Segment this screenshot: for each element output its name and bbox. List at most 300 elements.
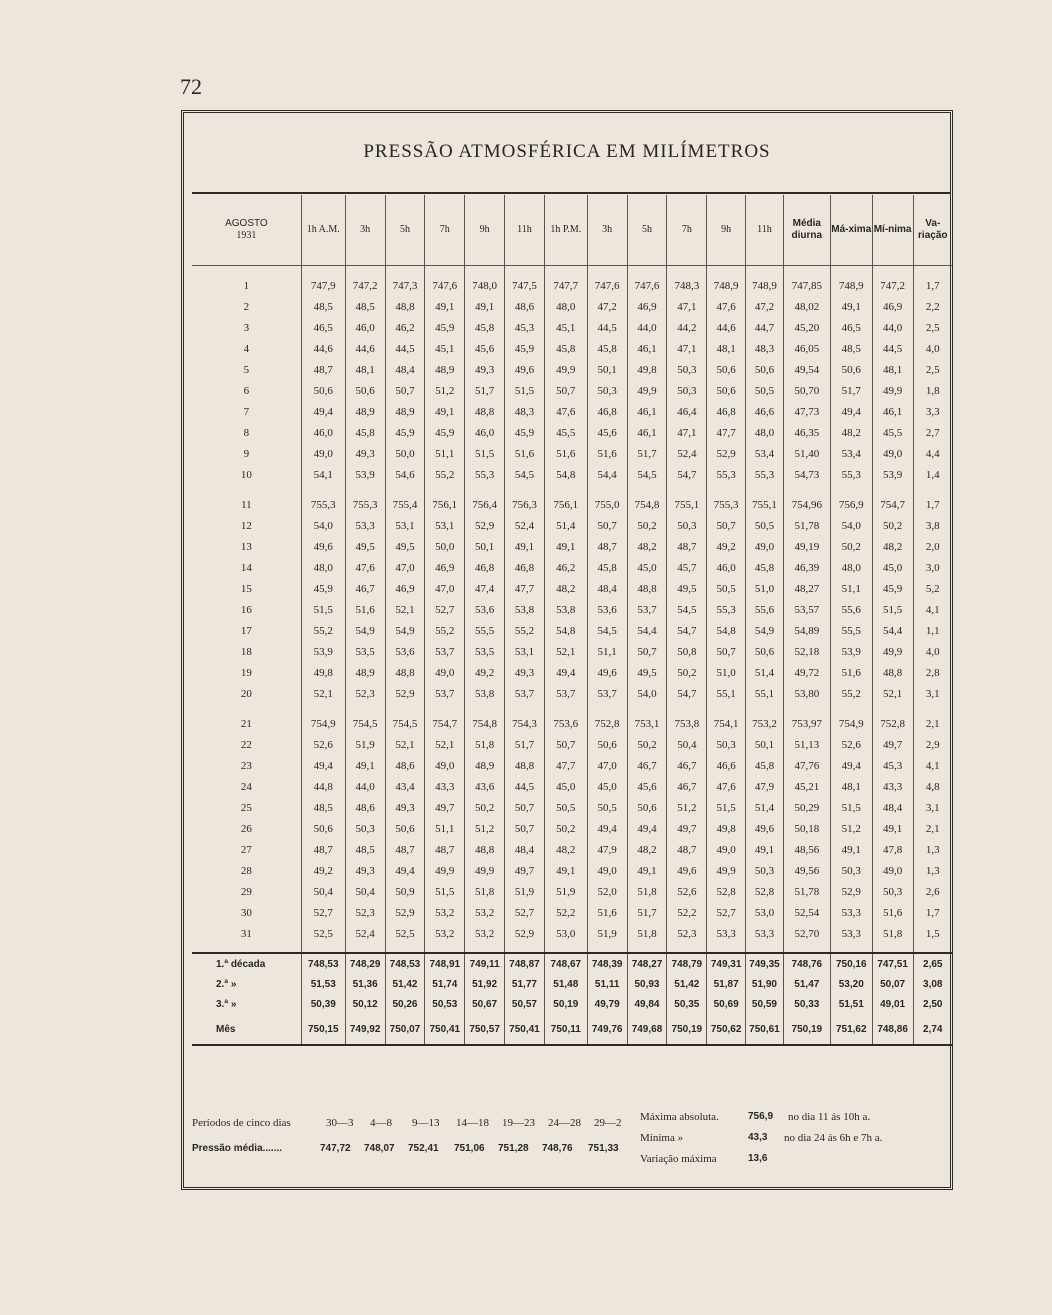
row-label: 27: [240, 843, 252, 856]
table-cell: 750,61: [746, 1014, 784, 1045]
table-cell: 49,9: [627, 380, 667, 401]
table-cell: 49,4: [587, 818, 627, 839]
table-cell: 52,4: [345, 923, 385, 944]
table-cell: 48,4: [587, 578, 627, 599]
table-cell: 48,0: [301, 557, 345, 578]
table-cell: 51,8: [627, 923, 667, 944]
table-cell: 1,1: [913, 620, 952, 641]
table-cell: 53,7: [505, 683, 545, 704]
table-cell: 44,0: [345, 776, 385, 797]
table-cell: 55,1: [707, 683, 746, 704]
header-hour: 11h: [505, 195, 545, 266]
table-cell: 44,2: [667, 317, 707, 338]
table-cell: 50,2: [627, 515, 667, 536]
table-cell: 53,2: [465, 902, 505, 923]
table-cell: 45,9: [425, 317, 465, 338]
table-cell: 754,96: [783, 494, 830, 515]
table-cell: 750,62: [707, 1014, 746, 1045]
table-cell: 51,51: [830, 994, 872, 1014]
period-value: 29—2: [594, 1117, 622, 1129]
table-cell: 51,36: [345, 974, 385, 994]
max-absolute-label: Máxima absoluta.: [640, 1111, 719, 1123]
min-absolute-label: Mínima »: [640, 1132, 684, 1144]
table-cell: 45,3: [872, 755, 913, 776]
table-cell: 50,7: [505, 797, 545, 818]
table-cell: 747,2: [345, 275, 385, 296]
table-cell: 750,41: [425, 1014, 465, 1045]
table-cell: 52,7: [505, 902, 545, 923]
table-cell: 55,5: [465, 620, 505, 641]
table-cell: 52,1: [301, 683, 345, 704]
table-cell: 53,9: [301, 641, 345, 662]
table-cell: 48,8: [465, 839, 505, 860]
table-cell: 48,8: [627, 578, 667, 599]
table-cell: 45,3: [505, 317, 545, 338]
table-cell: 48,4: [385, 359, 425, 380]
table-cell: 50,6: [385, 818, 425, 839]
table-cell: 51,5: [465, 443, 505, 464]
table-cell: 54,0: [830, 515, 872, 536]
table-cell: 50,7: [587, 515, 627, 536]
table-cell: 51,8: [465, 881, 505, 902]
table-cell: 45,6: [587, 422, 627, 443]
table-row: [192, 641, 952, 662]
summary-row: [192, 974, 952, 994]
table-cell: 45,0: [587, 776, 627, 797]
table-cell: 49,4: [830, 755, 872, 776]
table-cell: 49,1: [465, 296, 505, 317]
table-cell: 51,2: [667, 797, 707, 818]
row-label: 13: [240, 540, 252, 553]
table-cell: 53,6: [587, 599, 627, 620]
table-cell: 48,27: [783, 578, 830, 599]
month-row: [192, 1014, 952, 1045]
table-cell: 45,9: [872, 578, 913, 599]
table-cell: 52,8: [746, 881, 784, 902]
table-cell: 50,2: [544, 818, 587, 839]
table-cell: 748,53: [385, 953, 425, 974]
max-variation-label: Variação máxima: [640, 1153, 717, 1165]
table-cell: 45,9: [505, 338, 545, 359]
table-cell: 748,79: [667, 953, 707, 974]
table-cell: 748,9: [707, 275, 746, 296]
table-cell: 46,05: [783, 338, 830, 359]
table-cell: 50,4: [301, 881, 345, 902]
table-cell: 49,2: [465, 662, 505, 683]
table-cell: 754,9: [301, 713, 345, 734]
table-cell: 55,5: [830, 620, 872, 641]
table-cell: 44,5: [872, 338, 913, 359]
table-cell: 51,78: [783, 881, 830, 902]
table-cell: 754,7: [425, 713, 465, 734]
table-row: [192, 464, 952, 485]
page-number: 72: [180, 74, 202, 99]
table-cell: 51,8: [465, 734, 505, 755]
table-cell: 756,1: [544, 494, 587, 515]
table-cell: 44,8: [301, 776, 345, 797]
row-label: 15: [240, 582, 252, 595]
header-hour: 1h A.M.: [301, 195, 345, 266]
table-cell: 49,7: [505, 860, 545, 881]
table-cell: 48,2: [544, 839, 587, 860]
table-cell: 50,7: [627, 641, 667, 662]
table-cell: 1,7: [913, 275, 952, 296]
table-cell: 753,1: [627, 713, 667, 734]
table-cell: 45,8: [587, 557, 627, 578]
row-label: 29: [240, 885, 252, 898]
table-cell: 50,4: [345, 881, 385, 902]
table-cell: 52,7: [425, 599, 465, 620]
table-cell: 54,9: [345, 620, 385, 641]
table-cell: 53,7: [425, 683, 465, 704]
table-cell: 756,1: [425, 494, 465, 515]
mean-pressure-value: 748,07: [364, 1143, 395, 1154]
table-cell: 52,1: [544, 641, 587, 662]
mean-pressure-value: 752,41: [408, 1143, 439, 1154]
table-cell: 45,8: [746, 557, 784, 578]
row-label: 22: [240, 738, 252, 751]
table-cell: 53,3: [830, 923, 872, 944]
table-cell: 50,6: [587, 734, 627, 755]
table-cell: 3,08: [913, 974, 952, 994]
table-cell: 49,4: [301, 755, 345, 776]
table-cell: 48,1: [707, 338, 746, 359]
table-cell: 49,5: [385, 536, 425, 557]
table-row: [192, 515, 952, 536]
table-cell: 44,6: [301, 338, 345, 359]
mean-pressure-value: 751,33: [588, 1143, 619, 1154]
table-cell: 47,1: [667, 338, 707, 359]
table-cell: 50,29: [783, 797, 830, 818]
table-cell: 49,0: [587, 860, 627, 881]
table-cell: 50,0: [425, 536, 465, 557]
table-row: [192, 797, 952, 818]
table-cell: 48,0: [830, 557, 872, 578]
table-cell: 5,2: [913, 578, 952, 599]
table-cell: 47,6: [707, 296, 746, 317]
table-cell: 755,3: [345, 494, 385, 515]
period-value: 14—18: [456, 1117, 489, 1129]
table-cell: 747,85: [783, 275, 830, 296]
table-cell: 49,1: [746, 839, 784, 860]
table-cell: 55,2: [425, 464, 465, 485]
table-cell: 54,4: [587, 464, 627, 485]
table-cell: 50,6: [345, 380, 385, 401]
table-cell: 754,7: [872, 494, 913, 515]
table-cell: 46,9: [385, 578, 425, 599]
table-cell: 46,1: [627, 401, 667, 422]
row-label: 21: [240, 717, 252, 730]
header-hour: 5h: [627, 195, 667, 266]
table-cell: 47,6: [544, 401, 587, 422]
table-cell: 50,3: [345, 818, 385, 839]
table-cell: 48,5: [830, 338, 872, 359]
row-label: 2.ª »: [216, 978, 237, 990]
table-cell: 52,9: [465, 515, 505, 536]
table-cell: 49,0: [707, 839, 746, 860]
table-cell: 43,6: [465, 776, 505, 797]
table-body: [192, 266, 952, 1046]
table-cell: 50,12: [345, 994, 385, 1014]
table-cell: 748,9: [830, 275, 872, 296]
table-cell: 50,6: [707, 380, 746, 401]
table-cell: 54,1: [301, 464, 345, 485]
table-cell: 48,7: [385, 839, 425, 860]
table-row: [192, 338, 952, 359]
table-cell: 49,1: [544, 860, 587, 881]
table-row: [192, 359, 952, 380]
table-cell: 48,0: [544, 296, 587, 317]
table-cell: 50,70: [783, 380, 830, 401]
table-cell: 50,3: [667, 380, 707, 401]
table-row: [192, 443, 952, 464]
table-cell: 50,67: [465, 994, 505, 1014]
table-cell: 4,1: [913, 755, 952, 776]
table-cell: 51,90: [746, 974, 784, 994]
table-cell: 50,53: [425, 994, 465, 1014]
table-cell: 49,9: [872, 641, 913, 662]
table-cell: 48,56: [783, 839, 830, 860]
table-cell: 4,4: [913, 443, 952, 464]
table-cell: 49,8: [627, 359, 667, 380]
table-row: [192, 818, 952, 839]
table-cell: 44,7: [746, 317, 784, 338]
table-cell: 51,13: [783, 734, 830, 755]
table-row: [192, 881, 952, 902]
table-row: [192, 557, 952, 578]
table-cell: 49,0: [872, 443, 913, 464]
row-label: 10: [240, 468, 252, 481]
table-cell: 749,35: [746, 953, 784, 974]
table-cell: 48,8: [385, 296, 425, 317]
table-cell: 49,4: [544, 662, 587, 683]
table-cell: 748,27: [627, 953, 667, 974]
min-absolute-value: 43,3: [748, 1132, 768, 1143]
table-cell: 49,0: [425, 755, 465, 776]
row-label: 1: [243, 279, 250, 292]
table-cell: 747,51: [872, 953, 913, 974]
table-row: [192, 839, 952, 860]
table-cell: 48,1: [830, 776, 872, 797]
table-cell: 45,5: [872, 422, 913, 443]
table-cell: 48,6: [345, 797, 385, 818]
summary-row: [192, 994, 952, 1014]
table-cell: 49,56: [783, 860, 830, 881]
mean-pressure-value: 751,28: [498, 1143, 529, 1154]
table-cell: 45,7: [667, 557, 707, 578]
table-cell: 47,6: [707, 776, 746, 797]
period-value: 19—23: [502, 1117, 535, 1129]
table-cell: 51,92: [465, 974, 505, 994]
table-cell: 45,6: [627, 776, 667, 797]
row-label: 2: [243, 300, 250, 313]
table-cell: 49,9: [465, 860, 505, 881]
table-cell: 48,5: [345, 296, 385, 317]
table-cell: 50,2: [465, 797, 505, 818]
table-cell: 45,9: [425, 422, 465, 443]
table-cell: 48,7: [667, 536, 707, 557]
table-cell: 54,8: [544, 464, 587, 485]
table-cell: 50,1: [746, 734, 784, 755]
table-cell: 48,4: [872, 797, 913, 818]
table-cell: 49,8: [301, 662, 345, 683]
table-cell: 52,9: [385, 902, 425, 923]
table-row: [192, 755, 952, 776]
table-cell: 45,9: [301, 578, 345, 599]
table-cell: 51,42: [667, 974, 707, 994]
row-label: 5: [243, 363, 250, 376]
table-cell: 50,7: [707, 515, 746, 536]
table-cell: 51,9: [587, 923, 627, 944]
table-row: [192, 536, 952, 557]
row-label: 28: [240, 864, 252, 877]
table-cell: 51,0: [707, 662, 746, 683]
table-cell: 50,26: [385, 994, 425, 1014]
table-cell: 52,8: [707, 881, 746, 902]
table-cell: 54,8: [707, 620, 746, 641]
table-cell: 51,77: [505, 974, 545, 994]
table-cell: 50,7: [707, 641, 746, 662]
table-cell: 47,4: [465, 578, 505, 599]
table-cell: 52,5: [301, 923, 345, 944]
table-row: [192, 923, 952, 944]
table-cell: 48,4: [505, 839, 545, 860]
table-frame: [181, 110, 953, 1190]
table-cell: 51,6: [544, 443, 587, 464]
table-cell: 52,9: [707, 443, 746, 464]
table-cell: 750,11: [544, 1014, 587, 1045]
table-cell: 46,0: [301, 422, 345, 443]
table-cell: 46,39: [783, 557, 830, 578]
table-cell: 750,16: [830, 953, 872, 974]
table-cell: 53,0: [746, 902, 784, 923]
table-cell: 747,6: [425, 275, 465, 296]
table-row: [192, 578, 952, 599]
table-cell: 753,8: [667, 713, 707, 734]
table-cell: 49,9: [544, 359, 587, 380]
table-cell: 53,2: [425, 902, 465, 923]
table-cell: 755,4: [385, 494, 425, 515]
table-cell: 45,21: [783, 776, 830, 797]
table-cell: 52,2: [544, 902, 587, 923]
table-cell: 47,2: [587, 296, 627, 317]
table-cell: 55,3: [830, 464, 872, 485]
table-cell: 55,3: [465, 464, 505, 485]
table-cell: 48,7: [301, 359, 345, 380]
table-cell: 47,73: [783, 401, 830, 422]
table-cell: 55,2: [505, 620, 545, 641]
table-cell: 53,8: [465, 683, 505, 704]
table-cell: 2,8: [913, 662, 952, 683]
table-cell: 53,9: [872, 464, 913, 485]
table-cell: 54,5: [627, 464, 667, 485]
table-cell: 3,0: [913, 557, 952, 578]
table-cell: 49,5: [667, 578, 707, 599]
table-cell: 2,2: [913, 296, 952, 317]
table-cell: 51,6: [505, 443, 545, 464]
table-cell: 51,40: [783, 443, 830, 464]
table-cell: 49,4: [385, 860, 425, 881]
table-cell: 752,8: [872, 713, 913, 734]
table-cell: 51,7: [465, 380, 505, 401]
table-cell: 54,5: [667, 599, 707, 620]
table-cell: 50,3: [707, 734, 746, 755]
table-cell: 52,6: [830, 734, 872, 755]
table-cell: 50,2: [872, 515, 913, 536]
table-cell: 749,11: [465, 953, 505, 974]
table-cell: 50,5: [587, 797, 627, 818]
header-row: [192, 195, 952, 266]
table-cell: 51,6: [872, 902, 913, 923]
table-cell: 50,0: [385, 443, 425, 464]
table-cell: 45,6: [465, 338, 505, 359]
table-cell: 750,07: [385, 1014, 425, 1045]
table-cell: 48,9: [345, 662, 385, 683]
table-cell: 51,6: [587, 902, 627, 923]
table-cell: 755,1: [667, 494, 707, 515]
table-row: [192, 620, 952, 641]
table-cell: 748,91: [425, 953, 465, 974]
table-cell: 48,5: [345, 839, 385, 860]
table-cell: 47,1: [667, 422, 707, 443]
table-cell: 46,1: [627, 338, 667, 359]
table-cell: 755,3: [301, 494, 345, 515]
table-cell: 51,78: [783, 515, 830, 536]
table-cell: 45,1: [544, 317, 587, 338]
row-label: 16: [240, 603, 252, 616]
row-label: 20: [240, 687, 252, 700]
table-cell: 47,0: [587, 755, 627, 776]
table-cell: 52,3: [345, 683, 385, 704]
table-cell: 46,8: [505, 557, 545, 578]
table-cell: 50,6: [830, 359, 872, 380]
table-cell: 3,3: [913, 401, 952, 422]
table-cell: 51,1: [587, 641, 627, 662]
table-cell: 53,80: [783, 683, 830, 704]
table-cell: 55,6: [830, 599, 872, 620]
table-cell: 51,74: [425, 974, 465, 994]
table-cell: 50,33: [783, 994, 830, 1014]
table-cell: 2,6: [913, 881, 952, 902]
table-cell: 54,0: [301, 515, 345, 536]
table-cell: 748,29: [345, 953, 385, 974]
table-cell: 44,0: [872, 317, 913, 338]
table-cell: 52,1: [425, 734, 465, 755]
table-cell: 44,0: [627, 317, 667, 338]
table-cell: 51,6: [830, 662, 872, 683]
table-cell: 755,1: [746, 494, 784, 515]
table-cell: 52,9: [830, 881, 872, 902]
table-cell: 52,1: [385, 734, 425, 755]
table-cell: 754,3: [505, 713, 545, 734]
table-cell: 756,9: [830, 494, 872, 515]
table-row: [192, 317, 952, 338]
table-cell: 51,2: [830, 818, 872, 839]
table-cell: 4,0: [913, 641, 952, 662]
table-cell: 50,3: [830, 860, 872, 881]
table-cell: 48,1: [872, 359, 913, 380]
table-cell: 48,7: [301, 839, 345, 860]
table-cell: 53,0: [544, 923, 587, 944]
table-cell: 53,3: [345, 515, 385, 536]
table-cell: 52,2: [667, 902, 707, 923]
min-absolute-when: no dia 24 ás 6h e 7h a.: [784, 1132, 883, 1144]
header-hour: 7h: [667, 195, 707, 266]
table-cell: 50,5: [746, 380, 784, 401]
table-cell: 44,6: [345, 338, 385, 359]
table-cell: 50,1: [587, 359, 627, 380]
table-cell: 50,69: [707, 994, 746, 1014]
